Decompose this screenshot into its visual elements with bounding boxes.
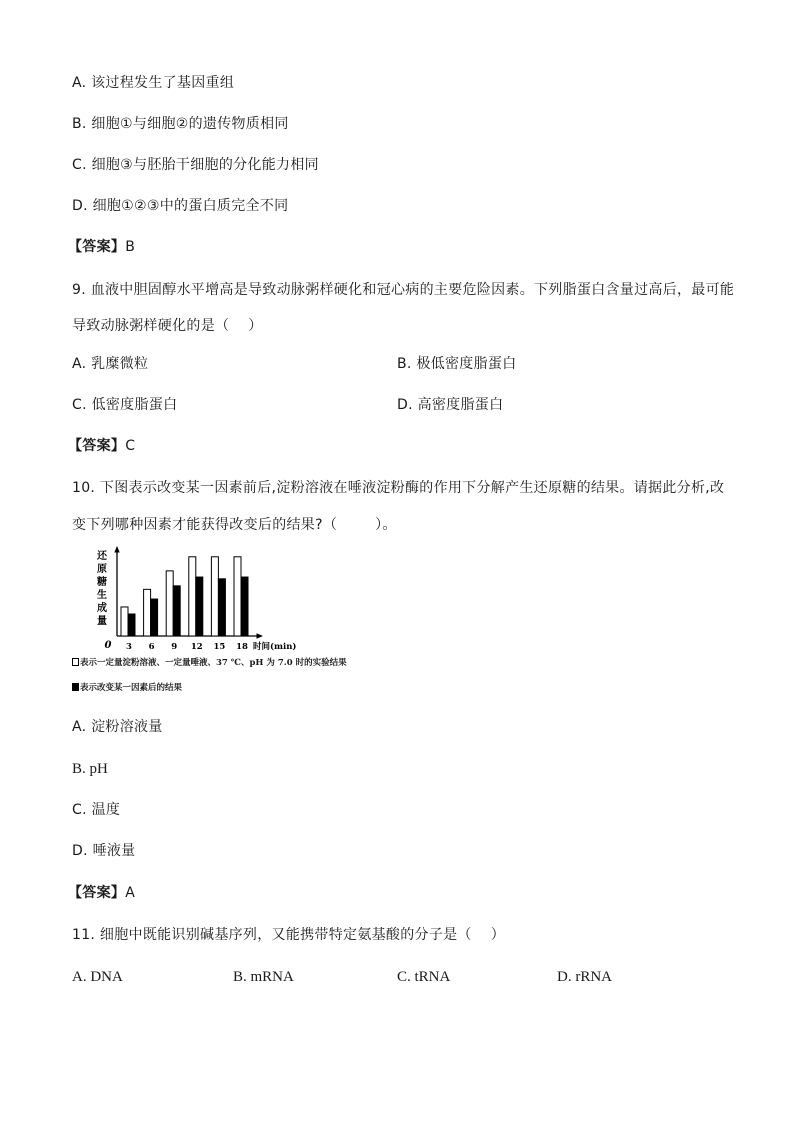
q10-stem-line-2: 变下列哪种因素才能获得改变后的结果?（ ）。: [72, 517, 397, 533]
q9-option-a: A. 乳糜微粒: [72, 356, 149, 372]
x-tick-label-6: 6: [148, 642, 155, 652]
q9-option-c: C. 低密度脂蛋白: [72, 397, 178, 413]
q11-option-a: A. DNA: [72, 969, 123, 985]
bar-series-2-t3: [128, 614, 135, 636]
q9-stem-line-2: 导致动脉粥样硬化的是（ ）: [72, 318, 263, 334]
q8-option-d: D. 细胞①②③中的蛋白质完全不同: [72, 198, 289, 214]
q9-option-d: D. 高密度脂蛋白: [397, 397, 504, 413]
legend-text: 表示一定量淀粉溶液、一定量唾液、37 ℃、pH 为 7.0 时的实验结果: [80, 658, 347, 668]
answer-value: B: [125, 239, 136, 255]
q10-option-a: A. 淀粉溶液量: [72, 719, 163, 735]
x-tick-labels: [126, 642, 248, 652]
x-tick-label-12: 12: [190, 642, 203, 652]
q10-stem-line-1: 10. 下图表示改变某一因素前后,淀粉溶液在唾液淀粉酶的作用下分解产生还原糖的结果。请据此分析,改: [72, 480, 725, 496]
bar-series-2-t18: [241, 577, 248, 636]
bar-series-2-t15: [218, 579, 225, 636]
legend-swatch-open: [72, 658, 79, 666]
x-tick-label-9: 9: [171, 642, 178, 652]
chart-legend-item-1: [72, 657, 347, 669]
answer-value: C: [125, 438, 136, 454]
q8-answer: [68, 237, 135, 257]
bar-series-1-t6: [144, 589, 151, 636]
q8-option-b: B. 细胞①与细胞②的遗传物质相同: [72, 116, 289, 132]
answer-label: 【答案】: [68, 885, 126, 901]
q9-answer: [68, 436, 135, 456]
q10-option-c: C. 温度: [72, 802, 121, 818]
bar-series-2-t9: [173, 586, 180, 636]
x-tick-label-18: 18: [236, 642, 248, 652]
q11-option-b: B. mRNA: [233, 969, 294, 985]
q9-option-b: B. 极低密度脂蛋白: [397, 356, 517, 372]
answer-value: A: [125, 885, 136, 901]
reducing-sugar-bar-chart: [90, 544, 300, 656]
x-axis-label: 时间(min): [253, 642, 297, 652]
legend-swatch-filled: [72, 683, 79, 691]
x-tick-label-15: 15: [213, 642, 226, 652]
answer-label: 【答案】: [68, 239, 126, 255]
q8-option-c: C. 细胞③与胚胎干细胞的分化能力相同: [72, 157, 319, 173]
bar-series-1-t18: [234, 557, 241, 636]
bar-series-1-t15: [211, 557, 218, 636]
bar-series-1-t9: [166, 571, 173, 636]
q10-answer: [68, 883, 135, 903]
x-axis-arrow: [257, 633, 264, 638]
q11-option-c: C. tRNA: [397, 969, 451, 985]
x-tick-label-3: 3: [126, 642, 132, 652]
answer-label: 【答案】: [68, 438, 126, 454]
bar-series-2-t12: [196, 577, 203, 636]
q11-stem: 11. 细胞中既能识别碱基序列，又能携带特定氨基酸的分子是（ ）: [72, 927, 506, 943]
bar-series-2-t6: [151, 599, 158, 636]
chart-legend-item-2: [72, 682, 182, 694]
q10-option-d: D. 唾液量: [72, 843, 136, 859]
bar-series-1-t3: [121, 607, 128, 636]
q11-option-d: D. rRNA: [557, 969, 612, 985]
bar-series-1-t12: [189, 557, 196, 636]
bar-group: [121, 557, 248, 636]
q8-option-a: A. 该过程发生了基因重组: [72, 75, 235, 91]
q10-option-b: B. pH: [72, 761, 108, 777]
origin-label: 0: [104, 640, 112, 651]
y-axis-label: 还原糖生成量: [97, 551, 107, 627]
q9-stem-line-1: 9. 血液中胆固醇水平增高是导致动脉粥样硬化和冠心病的主要危险因素。下列脂蛋白含量过高后，最可能: [72, 282, 735, 298]
y-axis-arrow: [114, 546, 119, 553]
legend-text: 表示改变某一因素后的结果: [80, 683, 183, 693]
